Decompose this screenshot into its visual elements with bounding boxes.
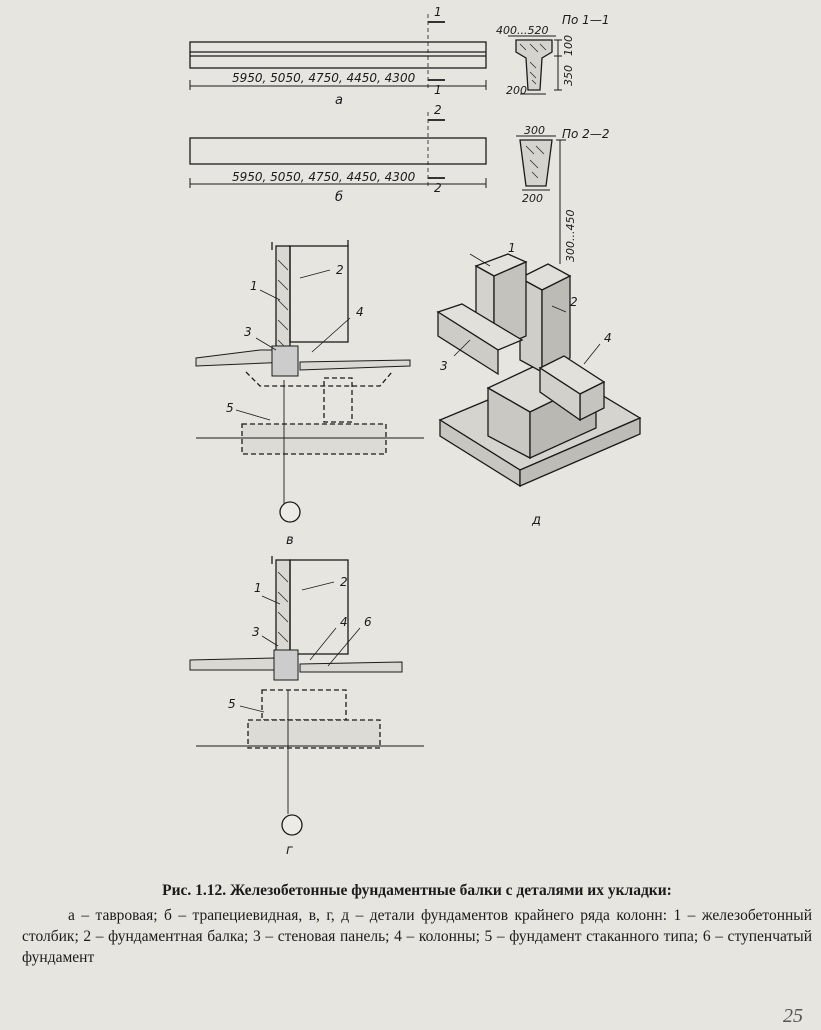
detail-d [438, 254, 640, 486]
g-callout-3: 3 [252, 625, 260, 639]
section-1-1-height-top: 100 [562, 35, 575, 56]
section-2-2-title: По 2—2 [562, 127, 610, 141]
d-callout-3: 3 [440, 359, 448, 373]
v-callout-4: 4 [356, 305, 364, 319]
detail-v [196, 240, 424, 522]
label-v: в [286, 533, 294, 548]
d-callout-2: 2 [570, 295, 578, 309]
section-mark-2-bottom: 2 [434, 181, 442, 195]
caption-title: Рис. 1.12. Железобетонные фундаментные балки с деталями их укладки: [162, 882, 672, 899]
section-2-2-top-width: 300 [524, 124, 545, 137]
v-callout-2: 2 [336, 263, 344, 277]
section-mark-2-top: 2 [434, 103, 442, 117]
beam-b-lengths: 5950, 5050, 4750, 4450, 4300 [232, 170, 416, 184]
g-callout-1: 1 [254, 581, 262, 595]
v-callout-1: 1 [250, 279, 258, 293]
section-2-2-height: 300...450 [564, 209, 577, 262]
figure-caption [22, 880, 812, 968]
g-callout-6: 6 [364, 615, 372, 629]
section-1-1-title: По 1—1 [562, 13, 610, 27]
section-mark-1-bottom: 1 [434, 83, 442, 97]
section-mark-1-top: 1 [434, 5, 442, 19]
section-1-1-bottom-width: 200 [506, 84, 527, 97]
section-1-1-height-bottom: 350 [562, 65, 575, 86]
label-g: г [286, 843, 293, 858]
label-b: б [335, 190, 344, 205]
label-d: д [532, 513, 541, 528]
d-callout-1: 1 [508, 241, 516, 255]
v-callout-3: 3 [244, 325, 252, 339]
g-callout-5: 5 [228, 697, 236, 711]
section-2-2-bottom-width: 200 [522, 192, 543, 205]
beam-a-lengths: 5950, 5050, 4750, 4450, 4300 [232, 71, 416, 85]
v-callout-5: 5 [226, 401, 234, 415]
page-number: 25 [783, 1005, 803, 1027]
d-callout-4: 4 [604, 331, 612, 345]
detail-g [190, 556, 424, 835]
label-a: а [335, 93, 343, 108]
caption-body: а – тавровая; б – трапециевидная, в, г, д – детали фундаментов крайнего ряда колонн: 1 – железобетонный столбик; 2 – фундаментная балка; 3 – стеновая панель; 4 – колонны; 5 – фундамент стаканного типа; 6 – ступенчатый фундамент [22, 907, 812, 966]
g-callout-2: 2 [340, 575, 348, 589]
section-1-1-top-width: 400...520 [496, 24, 549, 37]
g-callout-4: 4 [340, 615, 348, 629]
